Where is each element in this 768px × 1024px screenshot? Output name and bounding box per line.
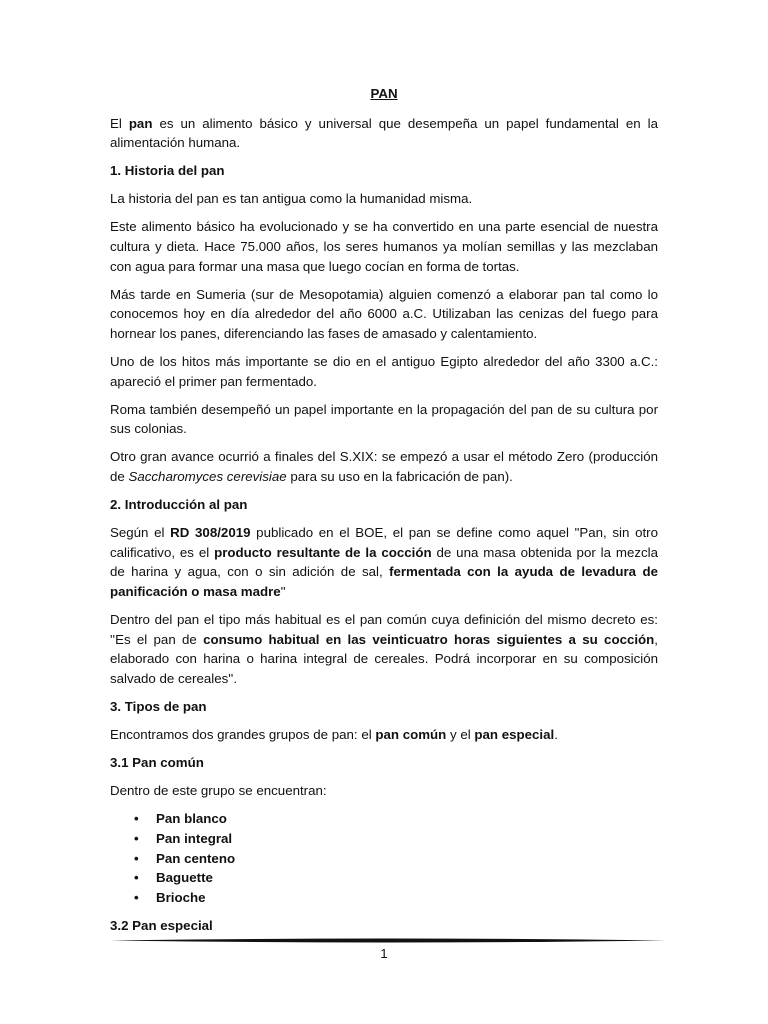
text-run: Según el <box>110 525 171 541</box>
text-run: Dentro del pan el tipo más habitual es el pan común cuya definición del mismo decreto es: ''Es el pan de <box>110 612 658 647</box>
introduccion-paragraph-2 <box>110 610 658 688</box>
footer-divider <box>110 938 666 943</box>
pan-comun-list <box>110 809 658 907</box>
text-run: . <box>554 727 558 743</box>
bold-run: producto resultante de la cocción <box>214 544 432 560</box>
list-item: • Brioche <box>156 888 658 908</box>
text-run: de una masa obtenida por la mezcla de harina y agua, con o sin adición de sal, <box>110 544 658 580</box>
section-heading-introduccion: 2. Introducción al pan <box>110 497 248 513</box>
bold-run: pan especial <box>474 727 555 743</box>
text-run: y el <box>446 727 475 743</box>
historia-paragraph-5: Roma también desempeñó un papel importante en la propagación del pan de su cultura por sus colonias. <box>110 401 658 437</box>
list-item: • Pan blanco <box>156 809 658 829</box>
list-item: • Pan centeno <box>156 849 658 869</box>
bold-run: pan <box>128 115 153 131</box>
historia-paragraph-2: Este alimento básico ha evolucionado y se ha convertido en una parte esencial de nuestra cultura y dieta. Hace 75.000 años, los seres humanos ya molían semillas y las mezclaban con agua para formar una masa que luego cocían en forma de tortas. <box>110 219 658 274</box>
italic-run: Saccharomyces cerevisiae <box>128 469 287 484</box>
subsection-heading-pan-especial: 3.2 Pan especial <box>110 917 213 933</box>
historia-paragraph-3: Más tarde en Sumeria (sur de Mesopotamia) alguien comenzó a elaborar pan tal como lo conocemos hoy en día alrededor del año 6000 a.C. Utilizaban las cenizas del fuego para hornear los panes, diferenciando las fases de amasado y calentamiento. <box>110 286 658 341</box>
text-run: es un alimento básico y universal que desempeña un papel fundamental en la alimentación humana. <box>110 115 658 151</box>
document-title: PAN <box>370 86 398 101</box>
introduccion-paragraph-1 <box>110 523 658 601</box>
section-heading-tipos: 3. Tipos de pan <box>110 698 207 714</box>
text-run: publicado en el BOE, el pan se define como aquel "Pan, sin otro calificativo, es el <box>110 525 658 560</box>
subsection-heading-pan-comun: 3.1 Pan común <box>110 755 204 771</box>
text-run: Otro gran avance ocurrió a finales del S.XIX: se empezó a usar el método Zero (producción de <box>110 449 658 484</box>
historia-paragraph-1: La historia del pan es tan antigua como la humanidad misma. <box>110 191 473 207</box>
bold-run: RD 308/2019 <box>170 525 251 541</box>
intro-paragraph <box>110 114 658 153</box>
list-item: • Baguette <box>156 868 658 888</box>
text-run: , elaborado con harina o harina integral de cereales. Podrá incorporar en su composición salvado de cereales''. <box>110 631 658 686</box>
bold-run: pan común <box>375 727 447 743</box>
text-run: para su uso en la fabricación de pan). <box>286 469 513 484</box>
historia-paragraph-6 <box>110 447 658 486</box>
text-run: " <box>280 583 286 599</box>
list-item: • Pan integral <box>156 829 658 849</box>
tipos-paragraph-1 <box>110 725 658 745</box>
pan-comun-paragraph: Dentro de este grupo se encuentran: <box>110 783 327 799</box>
historia-paragraph-4: Uno de los hitos más importante se dio en el antiguo Egipto alrededor del año 3300 a.C.: apareció el primer pan fermentado. <box>110 354 658 389</box>
page-number: 1 <box>380 946 388 961</box>
text-run: Encontramos dos grandes grupos de pan: el <box>110 727 376 743</box>
document-page <box>110 84 658 944</box>
text-run: El <box>110 115 129 131</box>
bold-run: fermentada con la ayuda de levadura de panificación o masa madre <box>110 564 658 599</box>
section-heading-historia: 1. Historia del pan <box>110 163 225 179</box>
bold-run: consumo habitual en las veinticuatro horas siguientes a su cocción <box>203 631 655 647</box>
